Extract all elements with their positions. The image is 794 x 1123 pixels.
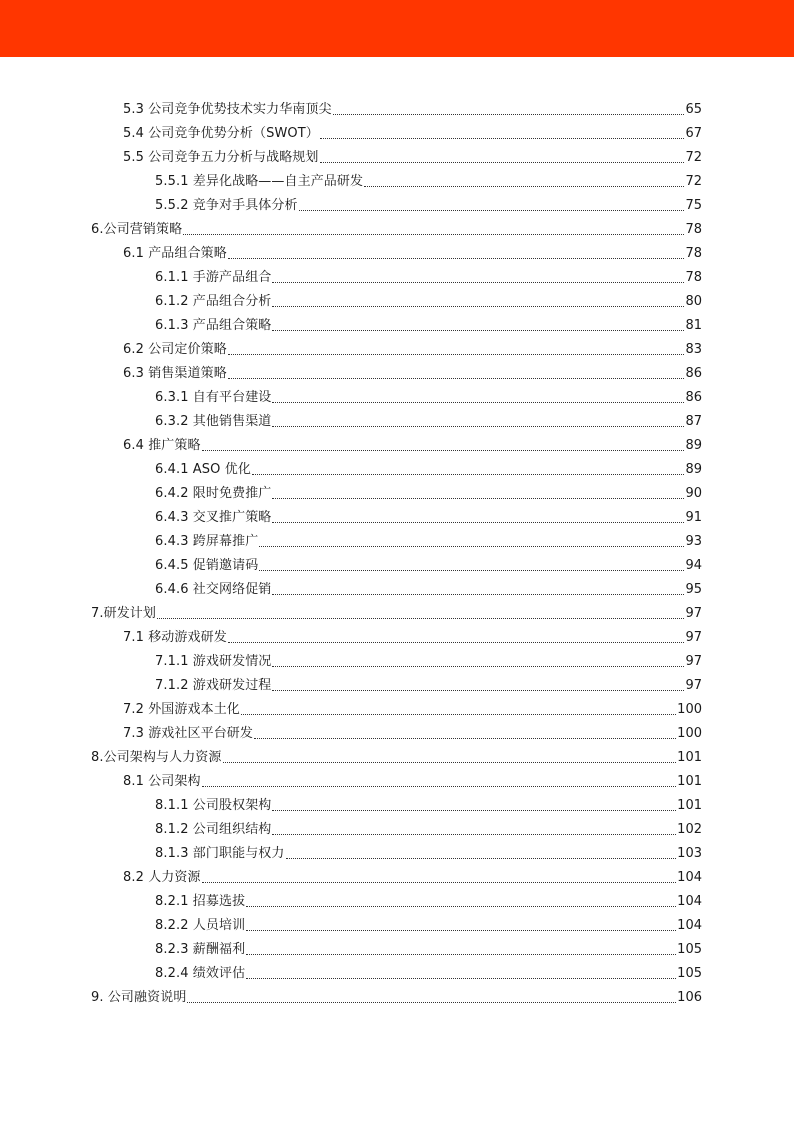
toc-entry-page-number: 100: [677, 726, 702, 741]
toc-entry-page-number: 97: [685, 678, 702, 693]
toc-entry-title: 6.4.5 促销邀请码: [155, 558, 259, 573]
toc-entry-title: 5.5.1 差异化战略——自主产品研发: [155, 174, 364, 189]
toc-entry-title: 6.2 公司定价策略: [123, 342, 227, 357]
toc-entry-page-number: 103: [677, 846, 702, 861]
table-of-contents: [0, 94, 794, 1006]
toc-entry[interactable]: [0, 406, 794, 430]
toc-dot-leader: [272, 690, 684, 691]
toc-entry-title: 9. 公司融资说明: [91, 990, 187, 1005]
toc-dot-leader: [254, 738, 676, 739]
toc-entry-title: 7.1 移动游戏研发: [123, 630, 227, 645]
toc-dot-leader: [286, 858, 677, 859]
toc-entry-page-number: 106: [677, 990, 702, 1005]
toc-entry[interactable]: [0, 526, 794, 550]
toc-entry[interactable]: [0, 838, 794, 862]
toc-entry-title: 5.4 公司竞争优势分析（SWOT）: [123, 126, 319, 141]
toc-entry-title: 6.4.6 社交网络促销: [155, 582, 272, 597]
toc-entry-page-number: 104: [677, 894, 702, 909]
toc-entry[interactable]: [0, 454, 794, 478]
toc-entry[interactable]: [0, 934, 794, 958]
toc-entry-page-number: 90: [685, 486, 702, 501]
toc-entry[interactable]: [0, 550, 794, 574]
toc-entry-title: 8.2.2 人员培训: [155, 918, 246, 933]
toc-entry-title: 7.2 外国游戏本土化: [123, 702, 240, 717]
toc-dot-leader: [187, 1002, 676, 1003]
toc-entry-page-number: 72: [685, 150, 702, 165]
toc-entry-title: 8.2 人力资源: [123, 870, 201, 885]
toc-dot-leader: [202, 786, 677, 787]
toc-entry-page-number: 89: [685, 438, 702, 453]
toc-entry[interactable]: [0, 718, 794, 742]
toc-entry-title: 6.1.1 手游产品组合: [155, 270, 272, 285]
toc-entry-page-number: 80: [685, 294, 702, 309]
toc-dot-leader: [228, 258, 685, 259]
toc-entry-page-number: 105: [677, 966, 702, 981]
toc-dot-leader: [202, 450, 685, 451]
toc-entry-title: 6.1.3 产品组合策略: [155, 318, 272, 333]
toc-dot-leader: [228, 378, 685, 379]
toc-entry-page-number: 67: [685, 126, 702, 141]
toc-dot-leader: [228, 642, 685, 643]
toc-entry[interactable]: [0, 262, 794, 286]
toc-entry-page-number: 100: [677, 702, 702, 717]
toc-dot-leader: [272, 282, 684, 283]
toc-entry-title: 6.公司营销策略: [91, 222, 183, 237]
toc-entry-title: 6.3.1 自有平台建设: [155, 390, 272, 405]
toc-dot-leader: [272, 810, 676, 811]
toc-dot-leader: [241, 714, 676, 715]
toc-entry-title: 5.3 公司竞争优势技术实力华南顶尖: [123, 102, 332, 117]
toc-dot-leader: [246, 906, 676, 907]
toc-entry[interactable]: [0, 598, 794, 622]
toc-entry[interactable]: [0, 142, 794, 166]
toc-entry[interactable]: [0, 982, 794, 1006]
toc-entry[interactable]: [0, 214, 794, 238]
toc-entry-title: 6.4.3 跨屏幕推广: [155, 534, 259, 549]
toc-entry-page-number: 83: [685, 342, 702, 357]
toc-dot-leader: [272, 594, 684, 595]
toc-dot-leader: [246, 954, 676, 955]
toc-entry-title: 8.1.2 公司组织结构: [155, 822, 272, 837]
toc-entry-title: 8.公司架构与人力资源: [91, 750, 222, 765]
toc-dot-leader: [272, 834, 676, 835]
toc-entry[interactable]: [0, 94, 794, 118]
toc-entry-page-number: 86: [685, 366, 702, 381]
toc-dot-leader: [272, 402, 684, 403]
toc-dot-leader: [320, 162, 685, 163]
toc-entry-title: 7.1.2 游戏研发过程: [155, 678, 272, 693]
toc-entry-page-number: 87: [685, 414, 702, 429]
header-bar: [0, 0, 794, 57]
toc-entry-page-number: 105: [677, 942, 702, 957]
toc-entry[interactable]: [0, 886, 794, 910]
toc-entry[interactable]: [0, 574, 794, 598]
toc-entry-page-number: 78: [685, 270, 702, 285]
toc-entry[interactable]: [0, 382, 794, 406]
toc-entry-title: 5.5.2 竞争对手具体分析: [155, 198, 298, 213]
toc-dot-leader: [157, 618, 684, 619]
toc-entry-page-number: 95: [685, 582, 702, 597]
toc-entry-page-number: 65: [685, 102, 702, 117]
toc-entry[interactable]: [0, 286, 794, 310]
toc-entry[interactable]: [0, 118, 794, 142]
toc-entry-page-number: 102: [677, 822, 702, 837]
toc-entry[interactable]: [0, 742, 794, 766]
toc-entry[interactable]: [0, 430, 794, 454]
toc-entry[interactable]: [0, 790, 794, 814]
toc-entry-title: 5.5 公司竞争五力分析与战略规划: [123, 150, 319, 165]
toc-entry[interactable]: [0, 910, 794, 934]
toc-entry-title: 8.2.4 绩效评估: [155, 966, 246, 981]
toc-entry[interactable]: [0, 502, 794, 526]
toc-entry[interactable]: [0, 766, 794, 790]
toc-entry[interactable]: [0, 814, 794, 838]
toc-entry-title: 6.4.1 ASO 优化: [155, 462, 251, 477]
toc-entry[interactable]: [0, 310, 794, 334]
toc-dot-leader: [272, 306, 684, 307]
toc-dot-leader: [320, 138, 685, 139]
toc-entry[interactable]: [0, 646, 794, 670]
toc-entry[interactable]: [0, 622, 794, 646]
toc-entry-title: 6.4.3 交叉推广策略: [155, 510, 272, 525]
toc-entry-page-number: 101: [677, 798, 702, 813]
toc-entry-title: 8.1.1 公司股权架构: [155, 798, 272, 813]
toc-entry-title: 7.研发计划: [91, 606, 157, 621]
toc-dot-leader: [272, 666, 684, 667]
toc-entry-page-number: 89: [685, 462, 702, 477]
toc-entry-title: 6.1.2 产品组合分析: [155, 294, 272, 309]
toc-dot-leader: [333, 114, 685, 115]
toc-entry-page-number: 101: [677, 750, 702, 765]
toc-dot-leader: [246, 978, 676, 979]
toc-entry-page-number: 94: [685, 558, 702, 573]
toc-entry-page-number: 81: [685, 318, 702, 333]
toc-dot-leader: [223, 762, 677, 763]
toc-entry[interactable]: [0, 958, 794, 982]
toc-entry-page-number: 93: [685, 534, 702, 549]
toc-entry-title: 6.4 推广策略: [123, 438, 201, 453]
toc-dot-leader: [259, 570, 684, 571]
toc-entry-page-number: 78: [685, 246, 702, 261]
toc-entry-title: 7.1.1 游戏研发情况: [155, 654, 272, 669]
toc-entry-title: 8.2.3 薪酬福利: [155, 942, 246, 957]
toc-dot-leader: [364, 186, 684, 187]
toc-dot-leader: [228, 354, 685, 355]
toc-entry-title: 6.3.2 其他销售渠道: [155, 414, 272, 429]
toc-entry[interactable]: [0, 166, 794, 190]
toc-dot-leader: [246, 930, 676, 931]
toc-entry-page-number: 75: [685, 198, 702, 213]
toc-dot-leader: [299, 210, 685, 211]
toc-entry-title: 8.2.1 招募选拔: [155, 894, 246, 909]
toc-entry-page-number: 86: [685, 390, 702, 405]
toc-entry[interactable]: [0, 190, 794, 214]
toc-dot-leader: [272, 522, 684, 523]
toc-entry-page-number: 101: [677, 774, 702, 789]
toc-entry-title: 8.1 公司架构: [123, 774, 201, 789]
toc-entry[interactable]: [0, 862, 794, 886]
toc-entry-page-number: 104: [677, 870, 702, 885]
toc-dot-leader: [202, 882, 677, 883]
toc-entry-page-number: 97: [685, 630, 702, 645]
toc-dot-leader: [272, 426, 684, 427]
toc-entry[interactable]: [0, 478, 794, 502]
toc-entry[interactable]: [0, 334, 794, 358]
toc-entry-page-number: 72: [685, 174, 702, 189]
toc-entry-page-number: 104: [677, 918, 702, 933]
toc-dot-leader: [252, 474, 685, 475]
toc-entry-page-number: 78: [685, 222, 702, 237]
toc-entry-title: 7.3 游戏社区平台研发: [123, 726, 254, 741]
toc-entry[interactable]: [0, 670, 794, 694]
toc-entry[interactable]: [0, 238, 794, 262]
toc-dot-leader: [259, 546, 684, 547]
toc-entry[interactable]: [0, 694, 794, 718]
toc-dot-leader: [272, 498, 684, 499]
toc-dot-leader: [272, 330, 684, 331]
toc-dot-leader: [183, 234, 684, 235]
toc-entry-title: 6.3 销售渠道策略: [123, 366, 227, 381]
toc-entry-title: 8.1.3 部门职能与权力: [155, 846, 285, 861]
toc-entry-page-number: 91: [685, 510, 702, 525]
toc-entry-title: 6.1 产品组合策略: [123, 246, 227, 261]
toc-entry-title: 6.4.2 限时免费推广: [155, 486, 272, 501]
toc-entry[interactable]: [0, 358, 794, 382]
toc-entry-page-number: 97: [685, 654, 702, 669]
toc-entry-page-number: 97: [685, 606, 702, 621]
